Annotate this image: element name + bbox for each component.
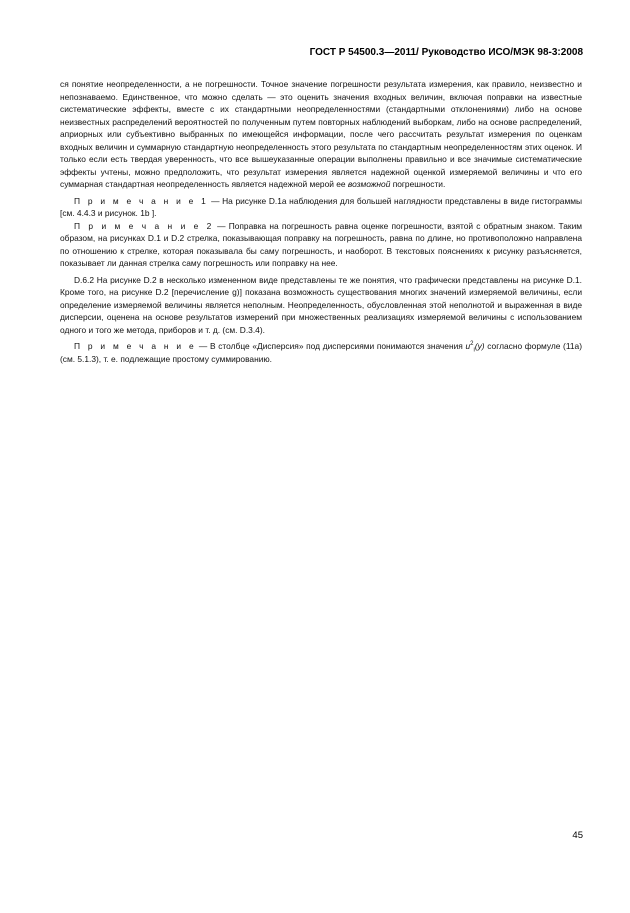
note-1 [60, 195, 582, 220]
paragraph-text: ся понятие неопределенности, а не погрешности. Точное значение погрешности результата измерения, как правило, неизвестно и непознаваемо. Единственное, что можно сделать — это оценить значения входных величин, включая поправки на известные систематические эффекты, вместе с их стандартными неопределенностями (стандартными отклонениями) либо на основе неизвестных распределений вероятностей по полученным путем повторных наблюдений выборкам, либо на основе распределений, априорных или субъективно выбранных по имеющейся информации, после чего рассчитать результат измерения по оценкам входных величин и суммарную стандартную неопределенность этого результата по стандартным неопределенностям этих оценок. И только если есть твердая уверенность, что все вышеуказанные операции выполнены правильно и все значимые систематические эффекты учтены, можно предположить, что результат измерения является надежной оценкой измеряемой величины и что его суммарная стандартная неопределенность является надежной мерой ее [60, 79, 582, 189]
italic-word: возможной [347, 179, 391, 189]
note-1-label: П р и м е ч а н и е 1 [74, 195, 209, 206]
formula-subscript: i [473, 347, 475, 354]
note-2-text: — Поправка на погрешность равна оценке погрешности, взятой с обратным знаком. Таким образом, на рисунках D.1 и D.2 стрелка, показывающая поправку на погрешность, равна по длине, но противоположно направлена по отношению к стрелке, которая показывала бы саму погрешность, и наоборот. В текстовых пояснениях к рисунку разъясняется, показывает ли данная стрелка саму погрешность или поправку на нее. [60, 220, 583, 268]
formula-argument: (y) [474, 341, 485, 351]
note-3 [60, 340, 582, 365]
note-3-text-before: — В столбце «Дисперсия» под дисперсиями понимаются значения [196, 341, 466, 351]
page-header: ГОСТ Р 54500.3—2011/ Руководство ИСО/МЭК 98-3:2008 [309, 47, 583, 58]
paragraph-continuation [60, 78, 582, 191]
note-2-label: П р и м е ч а н и е 2 [74, 220, 214, 231]
note-1-text: — На рисунке D.1а наблюдения для большей наглядности представлены в виде гистограммы [см. 4.4.3 и рисунок. 1b ]. [60, 195, 582, 218]
note-2 [60, 220, 582, 270]
note-3-label: П р и м е ч а н и е [74, 341, 197, 351]
page-number: 45 [572, 830, 583, 841]
note-3-text-after: согласно формуле (11а) (см. 5.1.3), т. е. подлежащие простому суммированию. [60, 341, 582, 364]
formula-superscript: 2 [470, 341, 474, 348]
formula-base: u [465, 341, 471, 351]
document-body [60, 78, 582, 365]
paragraph-end: погрешности. [392, 179, 446, 189]
section-d62: D.6.2 На рисунке D.2 в несколько измененном виде представлены те же понятия, что графически представлены на рисунке D.1. Кроме того, на рисунке D.2 [перечисление g)] показана возможность существования многих значений измеряемой величины, если определение измеряемой величины является неполным. Неопределенность, обусловленная этой неполнотой и выраженная в виде дисперсии, оценена на основе результатов измерений при множественных реализациях измеряемой величины с использованием одного и того же метода, приборов и т. д. (см. D.3.4). [60, 274, 582, 335]
